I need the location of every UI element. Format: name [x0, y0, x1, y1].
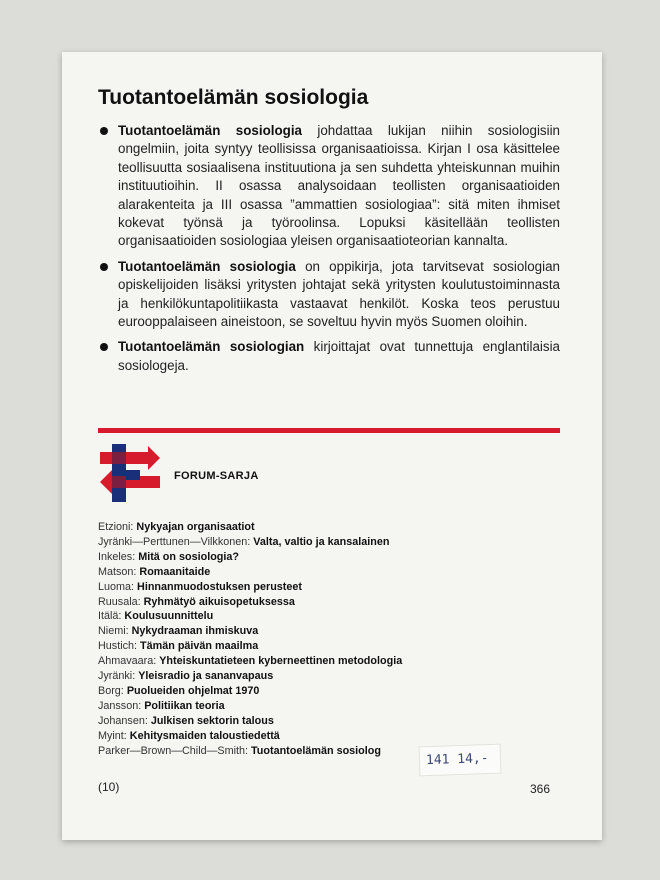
paragraph-text: kirjoittajat ovat tunnettuja englantilaisia sosiologeja. — [118, 339, 560, 373]
book-list-item: Jansson: Politiikan teoria — [98, 699, 225, 712]
book-list-item: Niemi: Nykydraaman ihmiskuva — [98, 625, 259, 638]
book-title: Tuotantoelämän sosiologia — [98, 86, 369, 109]
book-list-item: Jyränki—Perttunen—Vilkkonen: Valta, valtio ja kansalainen — [98, 535, 390, 548]
series-number: (10) — [98, 780, 120, 794]
book-list-item: Itälä: Koulusuunnittelu — [98, 610, 214, 623]
book-list-item: Hustich: Tämän päivän maailma — [98, 640, 259, 653]
description-section — [98, 122, 560, 382]
book-list-item: Parker—Brown—Child—Smith: Tuotantoelämän sosiolog — [98, 744, 381, 757]
book-list-item: Borg: Puolueiden ohjelmat 1970 — [98, 684, 260, 697]
paragraph-text: on oppikirja, jota tarvitsevat sosiologian opiskelijoiden lisäksi yritysten johtajat sekä yritysten koulutustoiminnasta ja henkilökuntapolitiikasta vastaavat henkilöt. Koska teos perustuu eurooppalaiseen aineistoon, se soveltuu hyvin myös Suomen oloihin. — [118, 258, 561, 330]
bullet-icon — [100, 263, 108, 271]
book-list-item: Johansen: Julkisen sektorin talous — [98, 714, 274, 727]
paragraph-lead: Tuotantoelämän sosiologian — [118, 339, 305, 355]
bullet-icon — [100, 343, 108, 351]
paragraph-lead: Tuotantoelämän sosiologia — [118, 258, 296, 274]
paragraph-text: johdattaa lukijan niihin sosiologisiin ongelmiin, joita syntyy teollisissa organisaatioissa. Kirjan I osa käsittelee teollisuutta sosiaalisena instituutiona ja sen suhdetta yhteiskunnan muihin instituutioihin. II osassa analysoidaan teollisten organisaatioiden alarakenteita ja III osassa ”ammattien sosiologiaa”: sitä miten ihmiset kokevat työnsä ja työroolinsa. Lopuksi käsitellään teollisten organisaatioiden sosiologiaa yleisen organisaatioteorian kannalta. — [118, 123, 561, 249]
description-paragraph-2 — [98, 258, 560, 332]
book-list-item: Luoma: Hinnanmuodostuksen perusteet — [98, 580, 302, 593]
description-paragraph-1 — [98, 122, 560, 251]
bullet-icon — [100, 127, 108, 135]
red-divider — [98, 428, 560, 433]
book-list-item: Etzioni: Nykyajan organisaatiot — [98, 521, 255, 533]
forum-logo-icon — [98, 442, 162, 504]
series-label: FORUM-SARJA — [174, 470, 259, 482]
book-list-item: Matson: Romaanitaide — [98, 565, 211, 578]
price-sticker: 141 14,- — [419, 744, 502, 777]
series-book-list — [98, 520, 568, 759]
book-list-item: Jyränki: Yleisradio ja sananvapaus — [98, 670, 274, 683]
book-list-item: Ahmavaara: Yhteiskuntatieteen kyberneettinen metodologia — [98, 655, 403, 668]
paragraph-lead: Tuotantoelämän sosiologia — [118, 123, 303, 138]
book-list-item: Myint: Kehitysmaiden taloustiedettä — [98, 729, 280, 742]
book-list-item: Ruusala: Ryhmätyö aikuisopetuksessa — [98, 595, 295, 608]
book-back-cover — [62, 52, 602, 840]
description-paragraph-3 — [98, 338, 560, 375]
catalog-number: 366 — [530, 782, 551, 796]
book-list-item: Inkeles: Mitä on sosiologia? — [98, 550, 239, 563]
